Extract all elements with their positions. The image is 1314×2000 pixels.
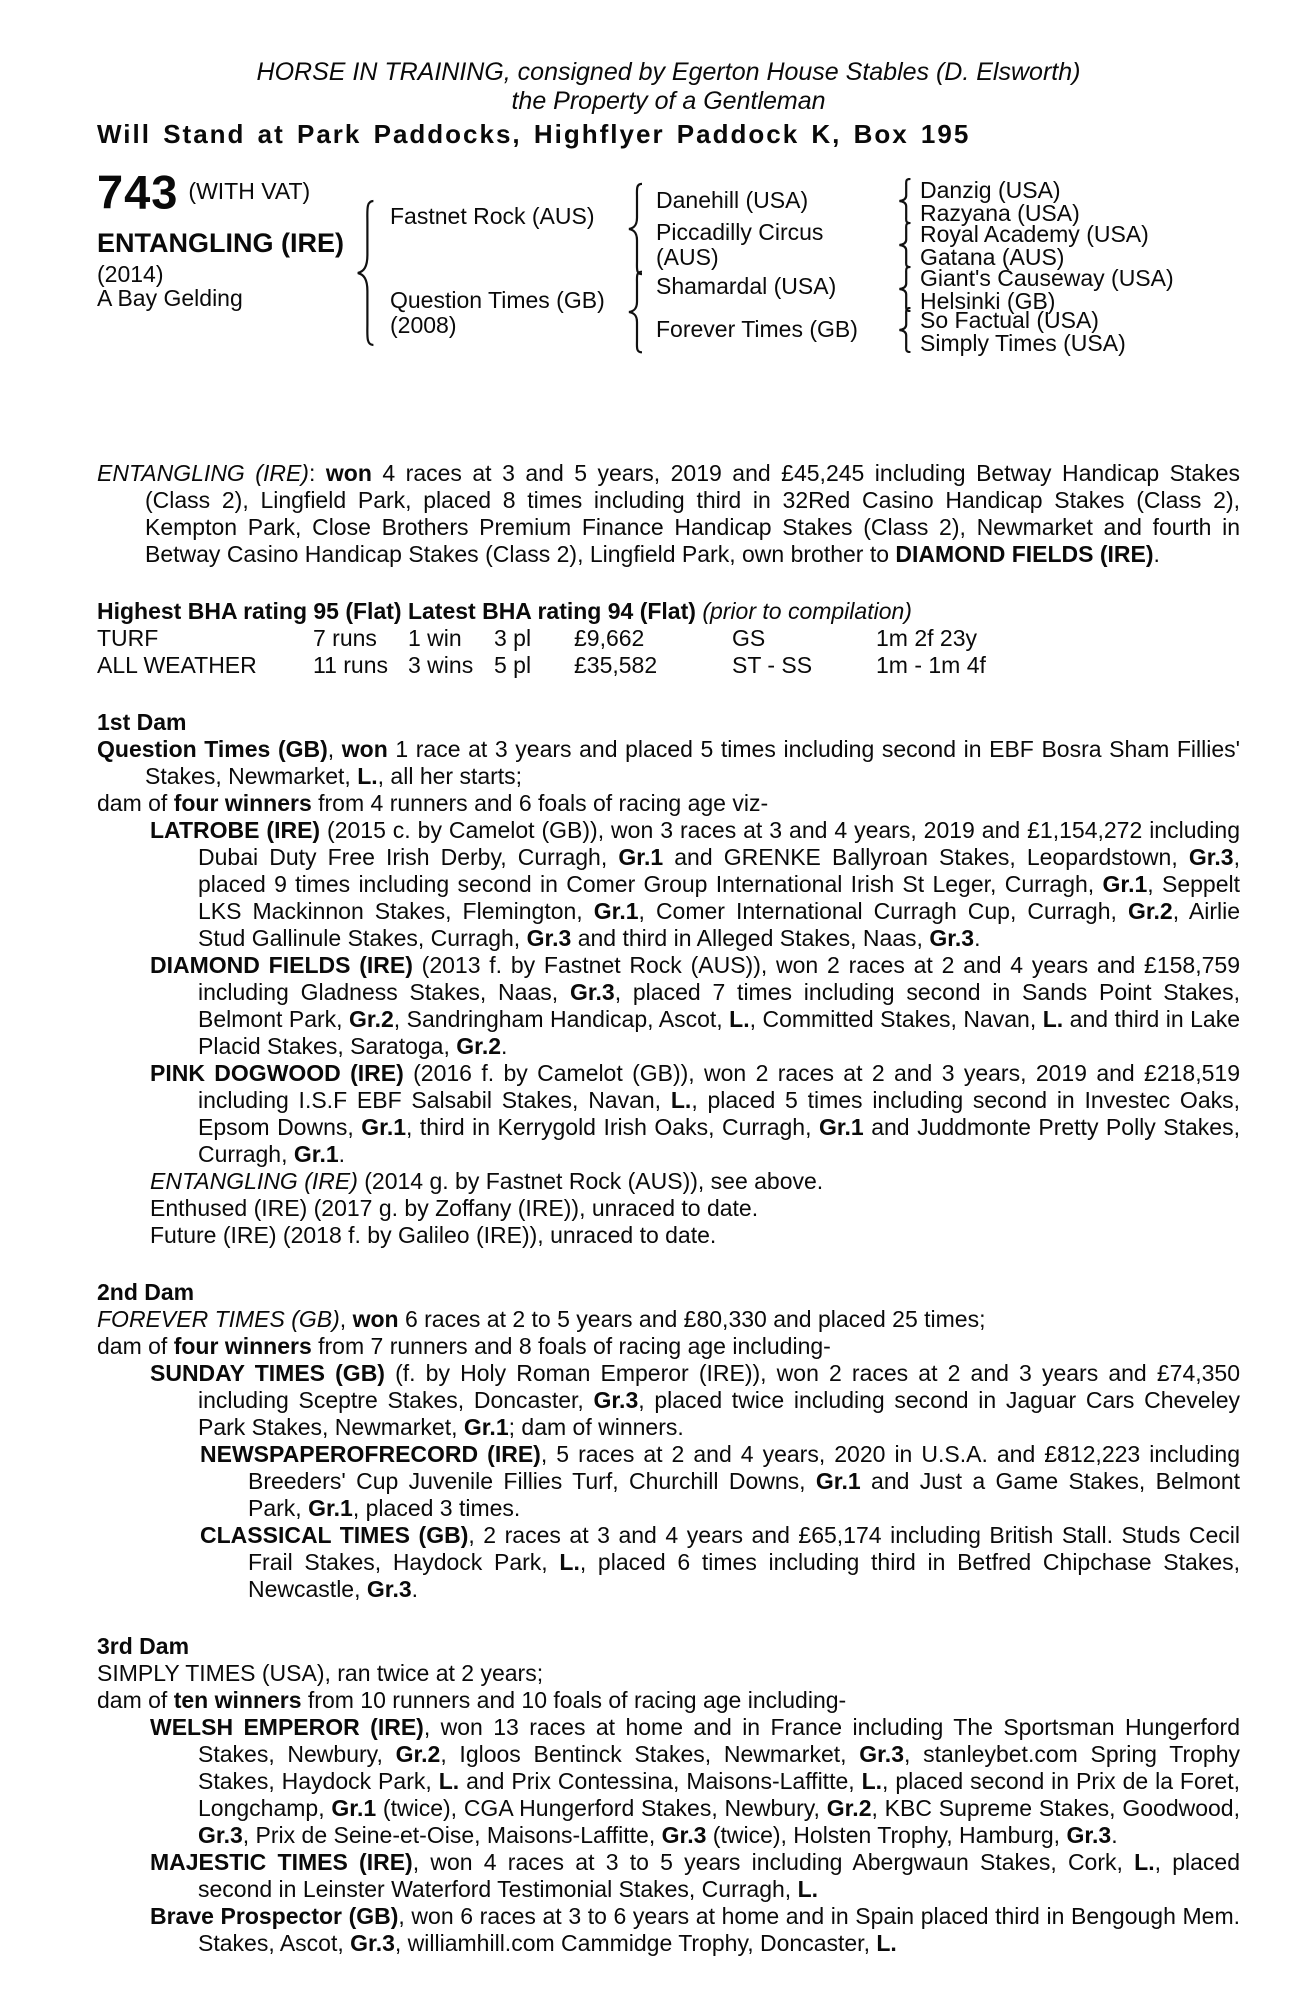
- consignor-line: HORSE IN TRAINING, consigned by Egerton House Stables (D. Elsworth): [256, 58, 1081, 86]
- bha-rating-line: Highest BHA rating 95 (Flat) Latest BHA rating 94 (Flat) (prior to compilation): [97, 598, 912, 624]
- dam-paragraph: Question Times (GB), won 1 race at 3 years and placed 5 times including second in EBF Bosra Sham Fillies' Stakes, Newmarket, L., all her starts;: [97, 736, 1241, 789]
- progeny-paragraph: ENTANGLING (IRE) (2014 g. by Fastnet Rock (AUS)), see above.: [150, 1168, 824, 1194]
- dam-paragraph: SIMPLY TIMES (USA), ran twice at 2 years;: [97, 1660, 544, 1686]
- pedigree-brace-gen3: [896, 266, 913, 312]
- sire-name: Fastnet Rock (AUS): [390, 203, 595, 229]
- places-value: 3 pl: [494, 625, 532, 651]
- wins-value: 1 win: [408, 625, 462, 651]
- pedigree-brace-dam-side: [625, 270, 645, 354]
- vat-note: (WITH VAT): [188, 178, 311, 205]
- distance-value: 1m 2f 23y: [876, 625, 977, 651]
- progeny-paragraph: Brave Prospector (GB), won 6 races at 3 to 6 years at home and in Spain placed third in Bengough Mem. Stakes, Ascot, Gr.3, williamhill.com Cammidge Trophy, Doncaster, L.: [150, 1903, 1240, 1956]
- record-row-turf: [97, 625, 1240, 652]
- pedigree-brace-gen1: [353, 198, 377, 348]
- runs-value: 7 runs: [313, 625, 377, 651]
- dam-paragraph: dam of four winners from 4 runners and 6 foals of racing age viz-: [97, 790, 769, 816]
- section-heading: 2nd Dam: [97, 1279, 195, 1305]
- dam-paragraph: dam of four winners from 7 runners and 8 foals of racing age including-: [97, 1333, 831, 1359]
- progeny-paragraph: PINK DOGWOOD (IRE) (2016 f. by Camelot (GB)), won 2 races at 2 and 3 years, 2019 and £218,519 including I.S.F EBF Salsabil Stakes, Navan, L., placed 5 times including second in Investec Oaks, Epsom Downs, Gr.1, third in Kerrygold Irish Oaks, Curragh, Gr.1 and Juddmonte Pretty Polly Stakes, Curragh, Gr.1.: [150, 1060, 1240, 1167]
- second-dam-section: [97, 1279, 1240, 1603]
- earnings-value: £9,662: [574, 625, 645, 651]
- section-heading: 3rd Dam: [97, 1633, 190, 1659]
- progeny-paragraph: DIAMOND FIELDS (IRE) (2013 f. by Fastnet Rock (AUS)), won 2 races at 2 and 4 years and £158,759 including Gladness Stakes, Naas, Gr.3, placed 7 times including second in Sands Point Stakes, Belmont Park, Gr.2, Sandringham Handicap, Ascot, L., Committed Stakes, Navan, L. and third in Lake Placid Stakes, Saratoga, Gr.2.: [150, 952, 1240, 1059]
- grandsire-name: Danehill (USA): [656, 187, 809, 213]
- dam-paragraph: dam of ten winners from 10 runners and 10 foals of racing age including-: [97, 1687, 847, 1713]
- horse-description: A Bay Gelding: [97, 285, 243, 311]
- pedigree-brace-gen3: [896, 307, 913, 353]
- great-grandparent-pair: [920, 309, 1126, 355]
- third-dam-section: [97, 1633, 1240, 1957]
- earnings-value: £35,582: [574, 652, 658, 678]
- great-grandparent-name: So Factual (USA): [920, 307, 1099, 333]
- progeny-paragraph: Future (IRE) (2018 f. by Galileo (IRE)), unraced to date.: [150, 1222, 717, 1248]
- grandsire-name: Shamardal (USA): [656, 273, 837, 299]
- great-grandparent-name: Simply Times (USA): [920, 330, 1126, 356]
- progeny-paragraph: SUNDAY TIMES (GB) (f. by Holy Roman Emperor (IRE)), won 2 races at 2 and 3 years and £74,350 including Sceptre Stakes, Doncaster, Gr.3, placed twice including second in Jaguar Cars Cheveley Park Stakes, Newmarket, Gr.1; dam of winners.: [150, 1360, 1240, 1440]
- dam-name-block: [390, 288, 605, 338]
- great-grandparent-name: Danzig (USA): [920, 177, 1061, 203]
- dam-name: Question Times (GB): [390, 287, 605, 313]
- first-dam-section: [97, 709, 1240, 1249]
- section-heading: 1st Dam: [97, 709, 187, 735]
- dam-foaling-year: (2008): [390, 312, 457, 338]
- racing-record-table: [97, 625, 1240, 679]
- great-grandparent-name: Giant's Causeway (USA): [920, 265, 1174, 291]
- granddam-name: Forever Times (GB): [656, 316, 858, 342]
- progeny-paragraph: Enthused (IRE) (2017 g. by Zoffany (IRE)), unraced to date.: [150, 1195, 759, 1221]
- wins-value: 3 wins: [408, 652, 474, 678]
- record-row-all-weather: [97, 652, 1240, 679]
- great-grandparent-name: Helsinki (GB): [920, 288, 1056, 314]
- pedigree-brace-gen3: [896, 178, 913, 224]
- going-value: ST - SS: [732, 652, 813, 678]
- lot-row: [97, 165, 311, 219]
- lot-number: 743: [97, 165, 179, 219]
- progeny-paragraph: LATROBE (IRE) (2015 c. by Camelot (GB)), won 3 races at 3 and 4 years, 2019 and £1,154,272 including Dubai Duty Free Irish Derby, Curragh, Gr.1 and GRENKE Ballyroan Stakes, Leopardstown, Gr.3, placed 9 times including second in Comer Group International Irish St Leger, Curragh, Gr.1, Seppelt LKS Mackinnon Stakes, Flemington, Gr.1, Comer International Curragh Cup, Curragh, Gr.2, Airlie Stud Gallinule Stakes, Curragh, Gr.3 and third in Alleged Stakes, Naas, Gr.3.: [150, 817, 1240, 951]
- runs-value: 11 runs: [313, 652, 389, 678]
- great-grandparent-name: Royal Academy (USA): [920, 221, 1149, 247]
- going-value: GS: [732, 625, 766, 651]
- surface-label: ALL WEATHER: [97, 652, 257, 678]
- great-grandparent-name: Gatana (AUS): [920, 244, 1065, 270]
- pedigree-table: [97, 165, 1240, 372]
- great-grandparent-pair: [920, 223, 1149, 269]
- dam-paragraph: FOREVER TIMES (GB), won 6 races at 2 to 5 years and £80,330 and placed 25 times;: [97, 1306, 986, 1332]
- granddam-name: Piccadilly Circus (AUS): [656, 219, 824, 270]
- horse-foaling-year: (2014): [97, 261, 164, 287]
- pedigree-brace-sire-side: [625, 182, 645, 276]
- progeny-paragraph: WELSH EMPEROR (IRE), won 13 races at home and in France including The Sportsman Hungerford Stakes, Newbury, Gr.2, Igloos Bentinck Stakes, Newmarket, Gr.3, stanleybet.com Spring Trophy Stakes, Haydock Park, L. and Prix Contessina, Maisons-Laffitte, L., placed second in Prix de la Foret, Longchamp, Gr.1 (twice), CGA Hungerford Stakes, Newbury, Gr.2, KBC Supreme Stakes, Goodwood, Gr.3, Prix de Seine-et-Oise, Maisons-Laffitte, Gr.3 (twice), Holsten Trophy, Hamburg, Gr.3.: [150, 1714, 1241, 1848]
- progeny-paragraph: MAJESTIC TIMES (IRE), won 4 races at 3 to 5 years including Abergwaun Stakes, Cork, L., placed second in Leinster Waterford Testimonial Stakes, Curragh, L.: [150, 1849, 1240, 1902]
- pedigree-brace-gen3: [896, 222, 913, 268]
- great-grandparent-name: Razyana (USA): [920, 200, 1080, 226]
- progeny-paragraph: NEWSPAPEROFRECORD (IRE), 5 races at 2 and 4 years, 2020 in U.S.A. and £812,223 including Breeders' Cup Juvenile Fillies Turf, Churchill Downs, Gr.1 and Just a Game Stakes, Belmont Park, Gr.1, placed 3 times.: [200, 1441, 1241, 1521]
- horse-name: ENTANGLING (IRE): [97, 228, 344, 258]
- surface-label: TURF: [97, 625, 159, 651]
- race-record-paragraph: ENTANGLING (IRE): won 4 races at 3 and 5 years, 2019 and £45,245 including Betway Handicap Stakes (Class 2), Lingfield Park, placed 8 times including third in 32Red Casino Handicap Stakes (Class 2), Kempton Park, Close Brothers Premium Finance Handicap Stakes (Class 2), Newmarket and fourth in Betway Casino Handicap Stakes (Class 2), Lingfield Park, own brother to DIAMOND FIELDS (IRE).: [97, 460, 1241, 567]
- distance-value: 1m - 1m 4f: [876, 652, 986, 678]
- property-line: the Property of a Gentleman: [511, 87, 826, 115]
- places-value: 5 pl: [494, 652, 532, 678]
- stand-location-line: Will Stand at Park Paddocks, Highflyer Paddock K, Box 195: [97, 119, 971, 149]
- progeny-paragraph: CLASSICAL TIMES (GB), 2 races at 3 and 4 years and £65,174 including British Stall. Studs Cecil Frail Stakes, Haydock Park, L., placed 6 times including third in Betfred Chipchase Stakes, Newcastle, Gr.3.: [200, 1522, 1240, 1602]
- great-grandparent-pair: [920, 179, 1080, 225]
